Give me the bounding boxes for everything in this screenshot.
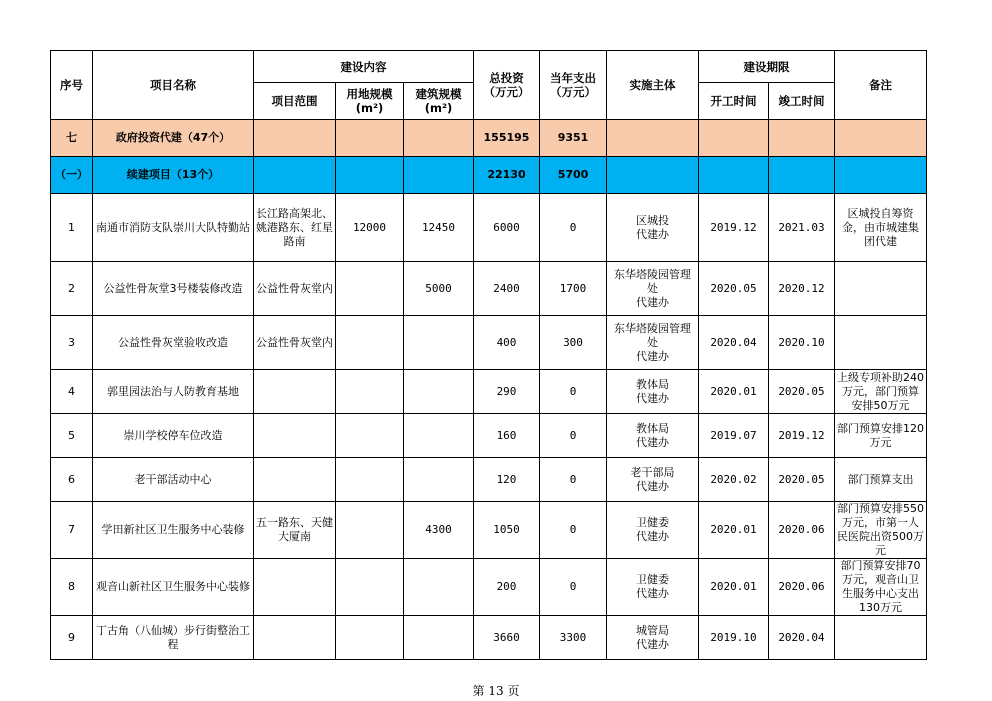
row-seq: 4 bbox=[51, 370, 93, 414]
row-project-name: 郭里园法治与人防教育基地 bbox=[93, 370, 254, 414]
row-land-scale: 12000 bbox=[336, 194, 404, 262]
subcategory-row bbox=[51, 157, 927, 194]
row-project-name: 崇川学校停车位改造 bbox=[93, 414, 254, 458]
row-build-scale bbox=[404, 559, 474, 616]
row-implementer: 卫健委 代建办 bbox=[607, 502, 699, 559]
row-land-scale bbox=[336, 502, 404, 559]
row-total-invest: 160 bbox=[474, 414, 540, 458]
row-remark: 上级专项补助240万元，部门预算安排50万元 bbox=[835, 370, 927, 414]
row-seq: 7 bbox=[51, 502, 93, 559]
row-build-scale bbox=[404, 316, 474, 370]
row-implementer: 教体局 代建办 bbox=[607, 370, 699, 414]
row-end: 2020.05 bbox=[769, 370, 835, 414]
row-start: 2019.12 bbox=[699, 194, 769, 262]
row-year-expense: 0 bbox=[540, 370, 607, 414]
row-end: 2020.12 bbox=[769, 262, 835, 316]
row-year-expense: 3300 bbox=[540, 616, 607, 660]
row-seq: 9 bbox=[51, 616, 93, 660]
row-land-scale bbox=[336, 616, 404, 660]
row-start: 2020.04 bbox=[699, 316, 769, 370]
header-land-scale: 用地规模 (m²) bbox=[336, 83, 404, 120]
row-end: 2020.10 bbox=[769, 316, 835, 370]
row-build-scale: 5000 bbox=[404, 262, 474, 316]
category-row bbox=[51, 120, 927, 157]
row-remark bbox=[835, 262, 927, 316]
row-year-expense: 0 bbox=[540, 559, 607, 616]
row-seq: 1 bbox=[51, 194, 93, 262]
category-seq: 七 bbox=[51, 120, 93, 157]
header-year-expense: 当年支出 （万元） bbox=[540, 51, 607, 120]
category-name: 政府投资代建（47个） bbox=[93, 120, 254, 157]
row-project-name: 观音山新社区卫生服务中心装修 bbox=[93, 559, 254, 616]
row-implementer: 老干部局 代建办 bbox=[607, 458, 699, 502]
row-project-name: 南通市消防支队崇川大队特勤站 bbox=[93, 194, 254, 262]
row-start: 2019.10 bbox=[699, 616, 769, 660]
row-scope: 五一路东、天健大厦南 bbox=[254, 502, 336, 559]
row-seq: 2 bbox=[51, 262, 93, 316]
row-build-scale: 4300 bbox=[404, 502, 474, 559]
row-total-invest: 2400 bbox=[474, 262, 540, 316]
row-implementer: 城管局 代建办 bbox=[607, 616, 699, 660]
header-seq: 序号 bbox=[51, 51, 93, 120]
row-remark: 部门预算安排550万元，市第一人民医院出资500万元 bbox=[835, 502, 927, 559]
row-year-expense: 0 bbox=[540, 502, 607, 559]
row-scope: 公益性骨灰堂内 bbox=[254, 262, 336, 316]
row-end: 2020.06 bbox=[769, 559, 835, 616]
row-build-scale bbox=[404, 370, 474, 414]
row-implementer: 教体局 代建办 bbox=[607, 414, 699, 458]
row-implementer: 东华塔陵园管理处 代建办 bbox=[607, 262, 699, 316]
row-scope: 公益性骨灰堂内 bbox=[254, 316, 336, 370]
row-scope bbox=[254, 616, 336, 660]
subcategory-total-invest: 22130 bbox=[474, 157, 540, 194]
row-remark: 部门预算支出 bbox=[835, 458, 927, 502]
table-row bbox=[51, 616, 927, 660]
row-seq: 5 bbox=[51, 414, 93, 458]
header-row-1 bbox=[51, 51, 927, 83]
row-land-scale bbox=[336, 316, 404, 370]
row-project-name: 老干部活动中心 bbox=[93, 458, 254, 502]
row-year-expense: 300 bbox=[540, 316, 607, 370]
row-start: 2020.01 bbox=[699, 370, 769, 414]
table-row bbox=[51, 262, 927, 316]
table-row bbox=[51, 559, 927, 616]
row-build-scale bbox=[404, 616, 474, 660]
row-year-expense: 0 bbox=[540, 194, 607, 262]
row-project-name: 公益性骨灰堂验收改造 bbox=[93, 316, 254, 370]
header-remark: 备注 bbox=[835, 51, 927, 120]
header-total-invest: 总投资 （万元） bbox=[474, 51, 540, 120]
project-table bbox=[50, 50, 927, 660]
row-start: 2020.02 bbox=[699, 458, 769, 502]
table-row bbox=[51, 414, 927, 458]
row-seq: 8 bbox=[51, 559, 93, 616]
row-end: 2020.04 bbox=[769, 616, 835, 660]
table-row bbox=[51, 316, 927, 370]
row-build-scale: 12450 bbox=[404, 194, 474, 262]
row-remark bbox=[835, 316, 927, 370]
row-year-expense: 0 bbox=[540, 458, 607, 502]
row-end: 2019.12 bbox=[769, 414, 835, 458]
row-end: 2021.03 bbox=[769, 194, 835, 262]
row-project-name: 丁古角（八仙城）步行街整治工程 bbox=[93, 616, 254, 660]
row-seq: 6 bbox=[51, 458, 93, 502]
subcategory-name: 续建项目（13个） bbox=[93, 157, 254, 194]
row-total-invest: 290 bbox=[474, 370, 540, 414]
row-land-scale bbox=[336, 559, 404, 616]
row-end: 2020.06 bbox=[769, 502, 835, 559]
row-total-invest: 6000 bbox=[474, 194, 540, 262]
row-scope bbox=[254, 370, 336, 414]
row-end: 2020.05 bbox=[769, 458, 835, 502]
row-land-scale bbox=[336, 414, 404, 458]
row-year-expense: 1700 bbox=[540, 262, 607, 316]
row-start: 2019.07 bbox=[699, 414, 769, 458]
row-build-scale bbox=[404, 458, 474, 502]
header-period-group: 建设期限 bbox=[699, 51, 835, 83]
row-scope: 长江路高架北、姚港路东、红星路南 bbox=[254, 194, 336, 262]
header-build-scale: 建筑规模 (m²) bbox=[404, 83, 474, 120]
table-row bbox=[51, 502, 927, 559]
row-land-scale bbox=[336, 262, 404, 316]
row-implementer: 卫健委 代建办 bbox=[607, 559, 699, 616]
category-total-invest: 155195 bbox=[474, 120, 540, 157]
row-scope bbox=[254, 414, 336, 458]
row-build-scale bbox=[404, 414, 474, 458]
row-remark: 部门预算安排120万元 bbox=[835, 414, 927, 458]
row-total-invest: 3660 bbox=[474, 616, 540, 660]
row-remark: 区城投自筹资金，由市城建集团代建 bbox=[835, 194, 927, 262]
table-row bbox=[51, 370, 927, 414]
row-total-invest: 200 bbox=[474, 559, 540, 616]
row-implementer: 区城投 代建办 bbox=[607, 194, 699, 262]
table-row bbox=[51, 458, 927, 502]
header-start: 开工时间 bbox=[699, 83, 769, 120]
table-row bbox=[51, 194, 927, 262]
row-remark bbox=[835, 616, 927, 660]
row-scope bbox=[254, 559, 336, 616]
category-year-expense: 9351 bbox=[540, 120, 607, 157]
row-start: 2020.01 bbox=[699, 502, 769, 559]
row-total-invest: 400 bbox=[474, 316, 540, 370]
row-total-invest: 120 bbox=[474, 458, 540, 502]
page-number: 第 13 页 bbox=[472, 684, 520, 698]
header-end: 竣工时间 bbox=[769, 83, 835, 120]
row-implementer: 东华塔陵园管理处 代建办 bbox=[607, 316, 699, 370]
header-project-name: 项目名称 bbox=[93, 51, 254, 120]
row-land-scale bbox=[336, 370, 404, 414]
row-total-invest: 1050 bbox=[474, 502, 540, 559]
row-year-expense: 0 bbox=[540, 414, 607, 458]
row-start: 2020.01 bbox=[699, 559, 769, 616]
header-implementer: 实施主体 bbox=[607, 51, 699, 120]
row-remark: 部门预算安排70万元，观音山卫生服务中心支出130万元 bbox=[835, 559, 927, 616]
header-scope: 项目范围 bbox=[254, 83, 336, 120]
subcategory-year-expense: 5700 bbox=[540, 157, 607, 194]
row-project-name: 学田新社区卫生服务中心装修 bbox=[93, 502, 254, 559]
row-project-name: 公益性骨灰堂3号楼装修改造 bbox=[93, 262, 254, 316]
row-seq: 3 bbox=[51, 316, 93, 370]
header-content-group: 建设内容 bbox=[254, 51, 474, 83]
row-land-scale bbox=[336, 458, 404, 502]
subcategory-seq: （一） bbox=[51, 157, 93, 194]
row-start: 2020.05 bbox=[699, 262, 769, 316]
row-scope bbox=[254, 458, 336, 502]
